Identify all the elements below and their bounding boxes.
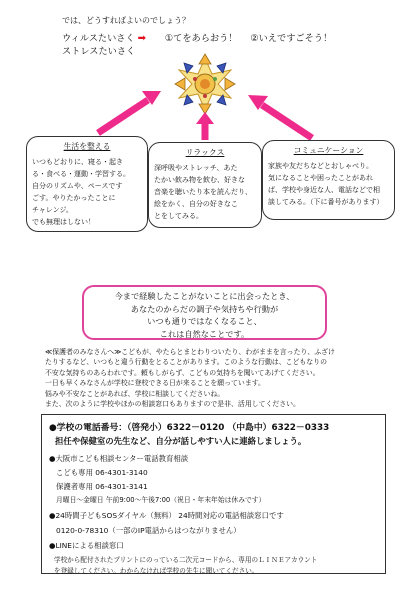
box-line: る・食べる・運動・学習する。 — [32, 170, 130, 178]
box-lifestyle — [26, 136, 148, 232]
box-communication — [262, 140, 395, 220]
box-line: ば、学校や身近な人、電話などで相 — [268, 186, 380, 194]
guardian-note — [45, 347, 385, 409]
question-text: では、どうすればよいのでしょう？ — [62, 16, 190, 25]
sos-dial: ●24時間子どもSOSダイヤル（無料） 24時間対応の電話相談窓口です — [49, 511, 284, 520]
line-title: ●LINEによる相談窓口 — [49, 541, 124, 550]
box-line: チャレンジ。 — [32, 206, 73, 214]
guardian-line: 不安な気持ちのあらわれです。頼もしがらず、こどもの気持ちを聞いてあげてください。 — [45, 368, 320, 377]
step-stay-home: ②いえですごそう！ — [250, 33, 333, 44]
guardian-line: また、次のように学校やほかの相談窓口もありますので是非、活用してください。 — [45, 400, 300, 409]
message-line: あなたのからだの調子や気持ちや行動が — [130, 303, 279, 314]
sos-number: 0120-0-78310（一部のIP電話からはつながりません） — [56, 526, 241, 535]
parent-line: 保護者専用 06-4301-3141 — [56, 482, 148, 491]
contact-box — [41, 414, 386, 574]
box-relax-title: リラックス — [185, 148, 225, 157]
stress-label: ストレスたいさく — [62, 46, 136, 57]
box-line: 絵をかく、自分の好きなこ — [154, 200, 238, 208]
line-text: 学校から配付されたプリントにのっている二次元コードから、専用のＬＩＮＥアカウント — [54, 556, 318, 564]
arrow-left — [98, 91, 161, 133]
red-arrow-icon: ➡ — [137, 33, 146, 44]
box-line: 家族や友だちなどとおしゃべり。 — [268, 162, 373, 170]
box-line: ごす。やりたかったことに — [32, 194, 116, 202]
box-line: 気になることや困ったことがあれ — [268, 174, 373, 182]
school-note: 担任や保健室の先生など、自分が話しやすい人に連絡しましょう。 — [55, 436, 307, 446]
step-wash-hands: ①てをあらおう！ — [164, 33, 238, 44]
virus-plan — [62, 30, 332, 44]
box-line: とをしてみる。 — [154, 212, 203, 220]
arrow-center — [196, 112, 214, 140]
child-line: こども専用 06-4301-3140 — [56, 468, 148, 477]
guardian-line: 悩みや不安なことがあれば、学校に相談してくださいね。 — [45, 389, 225, 398]
message-line: これは自然なことです。 — [159, 328, 250, 339]
box-line: 自分のリズムや、ペースです — [32, 182, 123, 190]
box-line: 音楽を聴いたり本を読んだり、 — [154, 188, 252, 196]
box-line: でも無理はしない！ — [32, 218, 95, 226]
school-phone: ●学校の電話番号：（啓発小）6322－0120 （中島中）6322－0333 — [49, 423, 330, 433]
box-line: 談してみる。（下に番号があります） — [268, 198, 384, 206]
guardian-line: ≪保護者のみなさんへ≫こどもが、やたらとまとわりついたり、わがままを言ったり、ふざけ — [45, 348, 335, 356]
box-line: たかい飲み物を飲む、好きな — [154, 176, 245, 184]
guardian-line: 一日も早くみなさんが学校に登校できる日が来ることを願っています。 — [45, 379, 265, 388]
guardian-line: たりするなど、いつもと違う行動をとることがあります。このような行動は、こどもなりの — [45, 358, 327, 367]
reassurance-message — [82, 285, 327, 340]
message-line: 今まで経験したことがないことに出会ったとき、 — [114, 291, 295, 301]
hours: 月曜日～金曜日 午前9:00～午後7:00（祝日・年末年始は休みです） — [56, 496, 266, 504]
osaka-center: ●大阪市こども相談センター電話教育相談 — [49, 454, 189, 463]
message-line: いつも通りではなくなること、 — [147, 316, 262, 327]
box-line: 深呼吸やストレッチ、あた — [154, 164, 238, 172]
box-lifestyle-title: 生活を整える — [63, 142, 111, 151]
line-text: を登録してください。わからなければ学校の先生に聞いてください。 — [54, 567, 259, 575]
box-line: いつもどおりに、寝る・起き — [32, 158, 123, 166]
virus-label: ウィルスたいさく — [62, 33, 135, 44]
box-communication-title: コミュニケーション — [293, 146, 364, 155]
flower-illustration — [175, 54, 235, 114]
arrow-right — [248, 95, 312, 138]
box-relax — [148, 142, 262, 228]
